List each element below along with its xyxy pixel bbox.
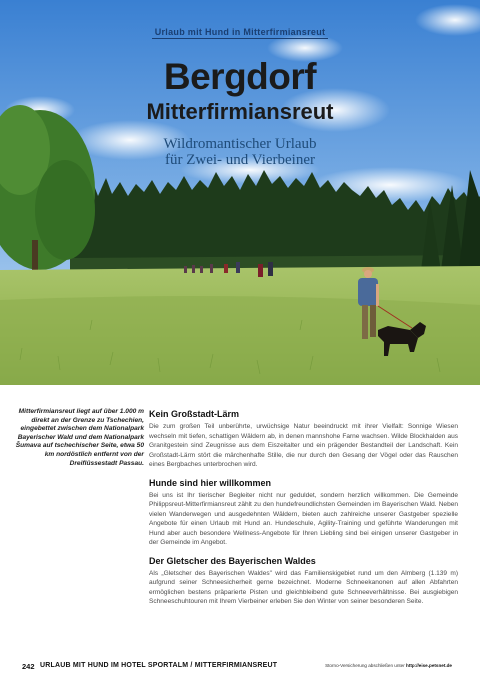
footer-note <box>325 663 452 668</box>
footer-note-link[interactable]: http://eise.petsnet.de <box>406 662 452 668</box>
kicker-text: Urlaub mit Hund in Mitterfirmiansreut <box>152 27 329 39</box>
section-body-noise: Die zum großen Teil unberührte, urwüchsige Natur beeindruckt mit ihrer Vielfalt: Sonnige Wiesen wechseln mit tiefen, schattigen Wäldern ab, in denen mannshohe Farne wachsen. Wilde Blockhalden aus Granitgestein sind Zeugnisse aus dem Eiszeitalter und ein prägender Bestandteil der Landschaft. Kein Großstadt-Lärm stört die märchenhafte Stille, die nur durch den Gesang der Vögel oder das Rauschen eines Bergbaches unterbrochen wird. <box>149 423 458 468</box>
page-number: 242 <box>22 662 35 671</box>
subtitle-line2: für Zwei- und Vierbeiner <box>164 152 315 168</box>
section-heading-dogs: Hunde sind hier willkommen <box>149 477 272 488</box>
footer-title: URLAUB MIT HUND IM HOTEL SPORTALM / MITTERFIRMIANSREUT <box>40 662 278 669</box>
section-body-dogs: Bei uns ist Ihr tierischer Begleiter nicht nur geduldet, sondern herzlich willkommen. Die Gemeinde Philippsreut-Mitterfirmiansreut zählt zu den hundefreundlichsten Gemeinden im Bayerischen Wald. Neben vielen Wanderwegen und ausgedehnten Wäldern, bieten auch zahlreiche unserer Gastgeber spezielle Angebote für einen Urlaub mit Hund an. Hundeschule, Agility-Training und geführte Wanderungen mit Hund aber auch besondere Wellness-Angebote für Ihren Liebling sind bei einigen unserer Gastgeber in der Gemeinde im Angebot. <box>149 491 458 546</box>
page-title-line2: Mitterfirmiansreut <box>146 99 334 124</box>
footer-note-text: Storno-Versicherung abschließen unter <box>325 662 405 668</box>
subtitle-line1: Wildromantischer Urlaub <box>163 136 317 152</box>
subtitle <box>0 136 480 168</box>
page-title: Bergdorf <box>163 56 317 97</box>
sidebar-intro: Mitterfirmiansreut liegt auf über 1.000 m direkt an der Grenze zu Tschechien, eingebettet zwischen dem Nationalpark Bayerischer Wald und dem Nationalpark Šumava auf tschechischer Seite, etwa 50 km nordöstlich entfernt von der Dreiflüssestadt Passau. <box>15 408 144 467</box>
section-body-glacier: Als „Gletscher des Bayerischen Waldes" wird das Familienskigebiet rund um den Almberg (1.139 m) aufgrund seiner Schneesicherheit gerne bezeichnet. Moderne Schneekanonen auf allen Abfahrten ermöglichen bestens präparierte Pisten und gleichbleibend gute Schneeverhältnisse. Bei ausgiebigen Schneeschuhtouren mit Ihrem Vierbeiner erleben Sie den Winter von seiner besonderen Seite. <box>149 569 458 605</box>
section-heading-noise: Kein Großstadt-Lärm <box>149 409 240 419</box>
section-heading-glacier: Der Gletscher des Bayerischen Waldes <box>149 555 316 566</box>
kicker <box>0 22 480 40</box>
main-article <box>149 409 458 615</box>
